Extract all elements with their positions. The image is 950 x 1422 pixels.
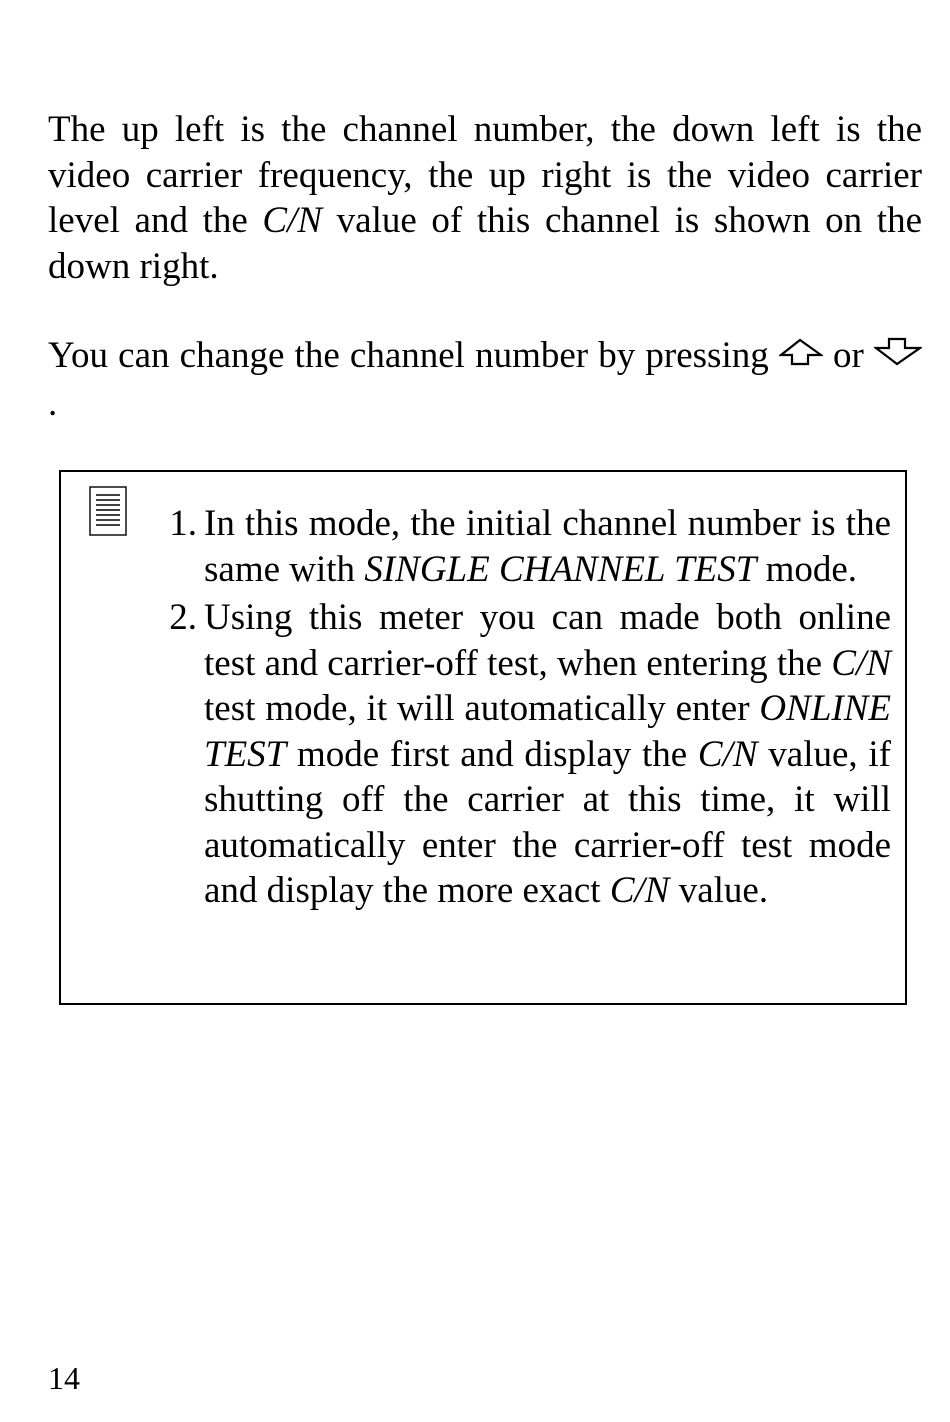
note-2-text-2: test mode, it will automatically enter (204, 688, 760, 729)
down-arrow-key-icon (874, 336, 922, 382)
note-document-icon (89, 486, 129, 536)
note-item-text (204, 501, 891, 592)
mode-name: SINGLE CHANNEL TEST (364, 548, 757, 590)
cn-term: C/N (609, 870, 670, 911)
note-item-2 (151, 595, 891, 914)
note-item-1 (151, 501, 891, 592)
note-box (59, 470, 907, 1005)
keys-text-2: or (822, 335, 874, 376)
intro-paragraph (48, 107, 922, 289)
cn-term: C/N (831, 642, 891, 684)
mode-name: ONLINE TEST (204, 688, 891, 775)
up-arrow-key-icon (779, 336, 823, 382)
page-number: 14 (48, 1360, 80, 1396)
channel-change-paragraph (48, 333, 922, 427)
intro-text-1: The up left is the channel number, the down left is the video carrier frequency, the up right is the video carrier level and the (48, 109, 922, 241)
note-2-text-3: mode first and display the (286, 733, 698, 775)
cn-term: C/N (262, 200, 323, 241)
intro-text-2: value of this channel is shown on the down right. (48, 200, 922, 287)
note-1-text-2: mode. (756, 548, 858, 590)
keys-text-3: . (48, 383, 58, 425)
note-2-text-1: Using this meter you can made both online test and carrier-off test, when entering the (204, 597, 891, 684)
keys-text-1: You can change the channel number by pressing (48, 335, 779, 376)
cn-term: C/N (697, 733, 758, 775)
note-item-number: 1. (169, 503, 197, 544)
note-1-text-1: In this mode, the initial channel number is the same with (204, 503, 891, 590)
note-2-text-5: value. (669, 870, 769, 911)
note-item-number: 2. (169, 597, 197, 638)
note-2-text-4: value, if shutting off the carrier at this time, it will automatically enter the carrier-off test mode and display the more exact (204, 733, 891, 911)
note-item-text (204, 595, 891, 914)
note-list (151, 501, 891, 914)
